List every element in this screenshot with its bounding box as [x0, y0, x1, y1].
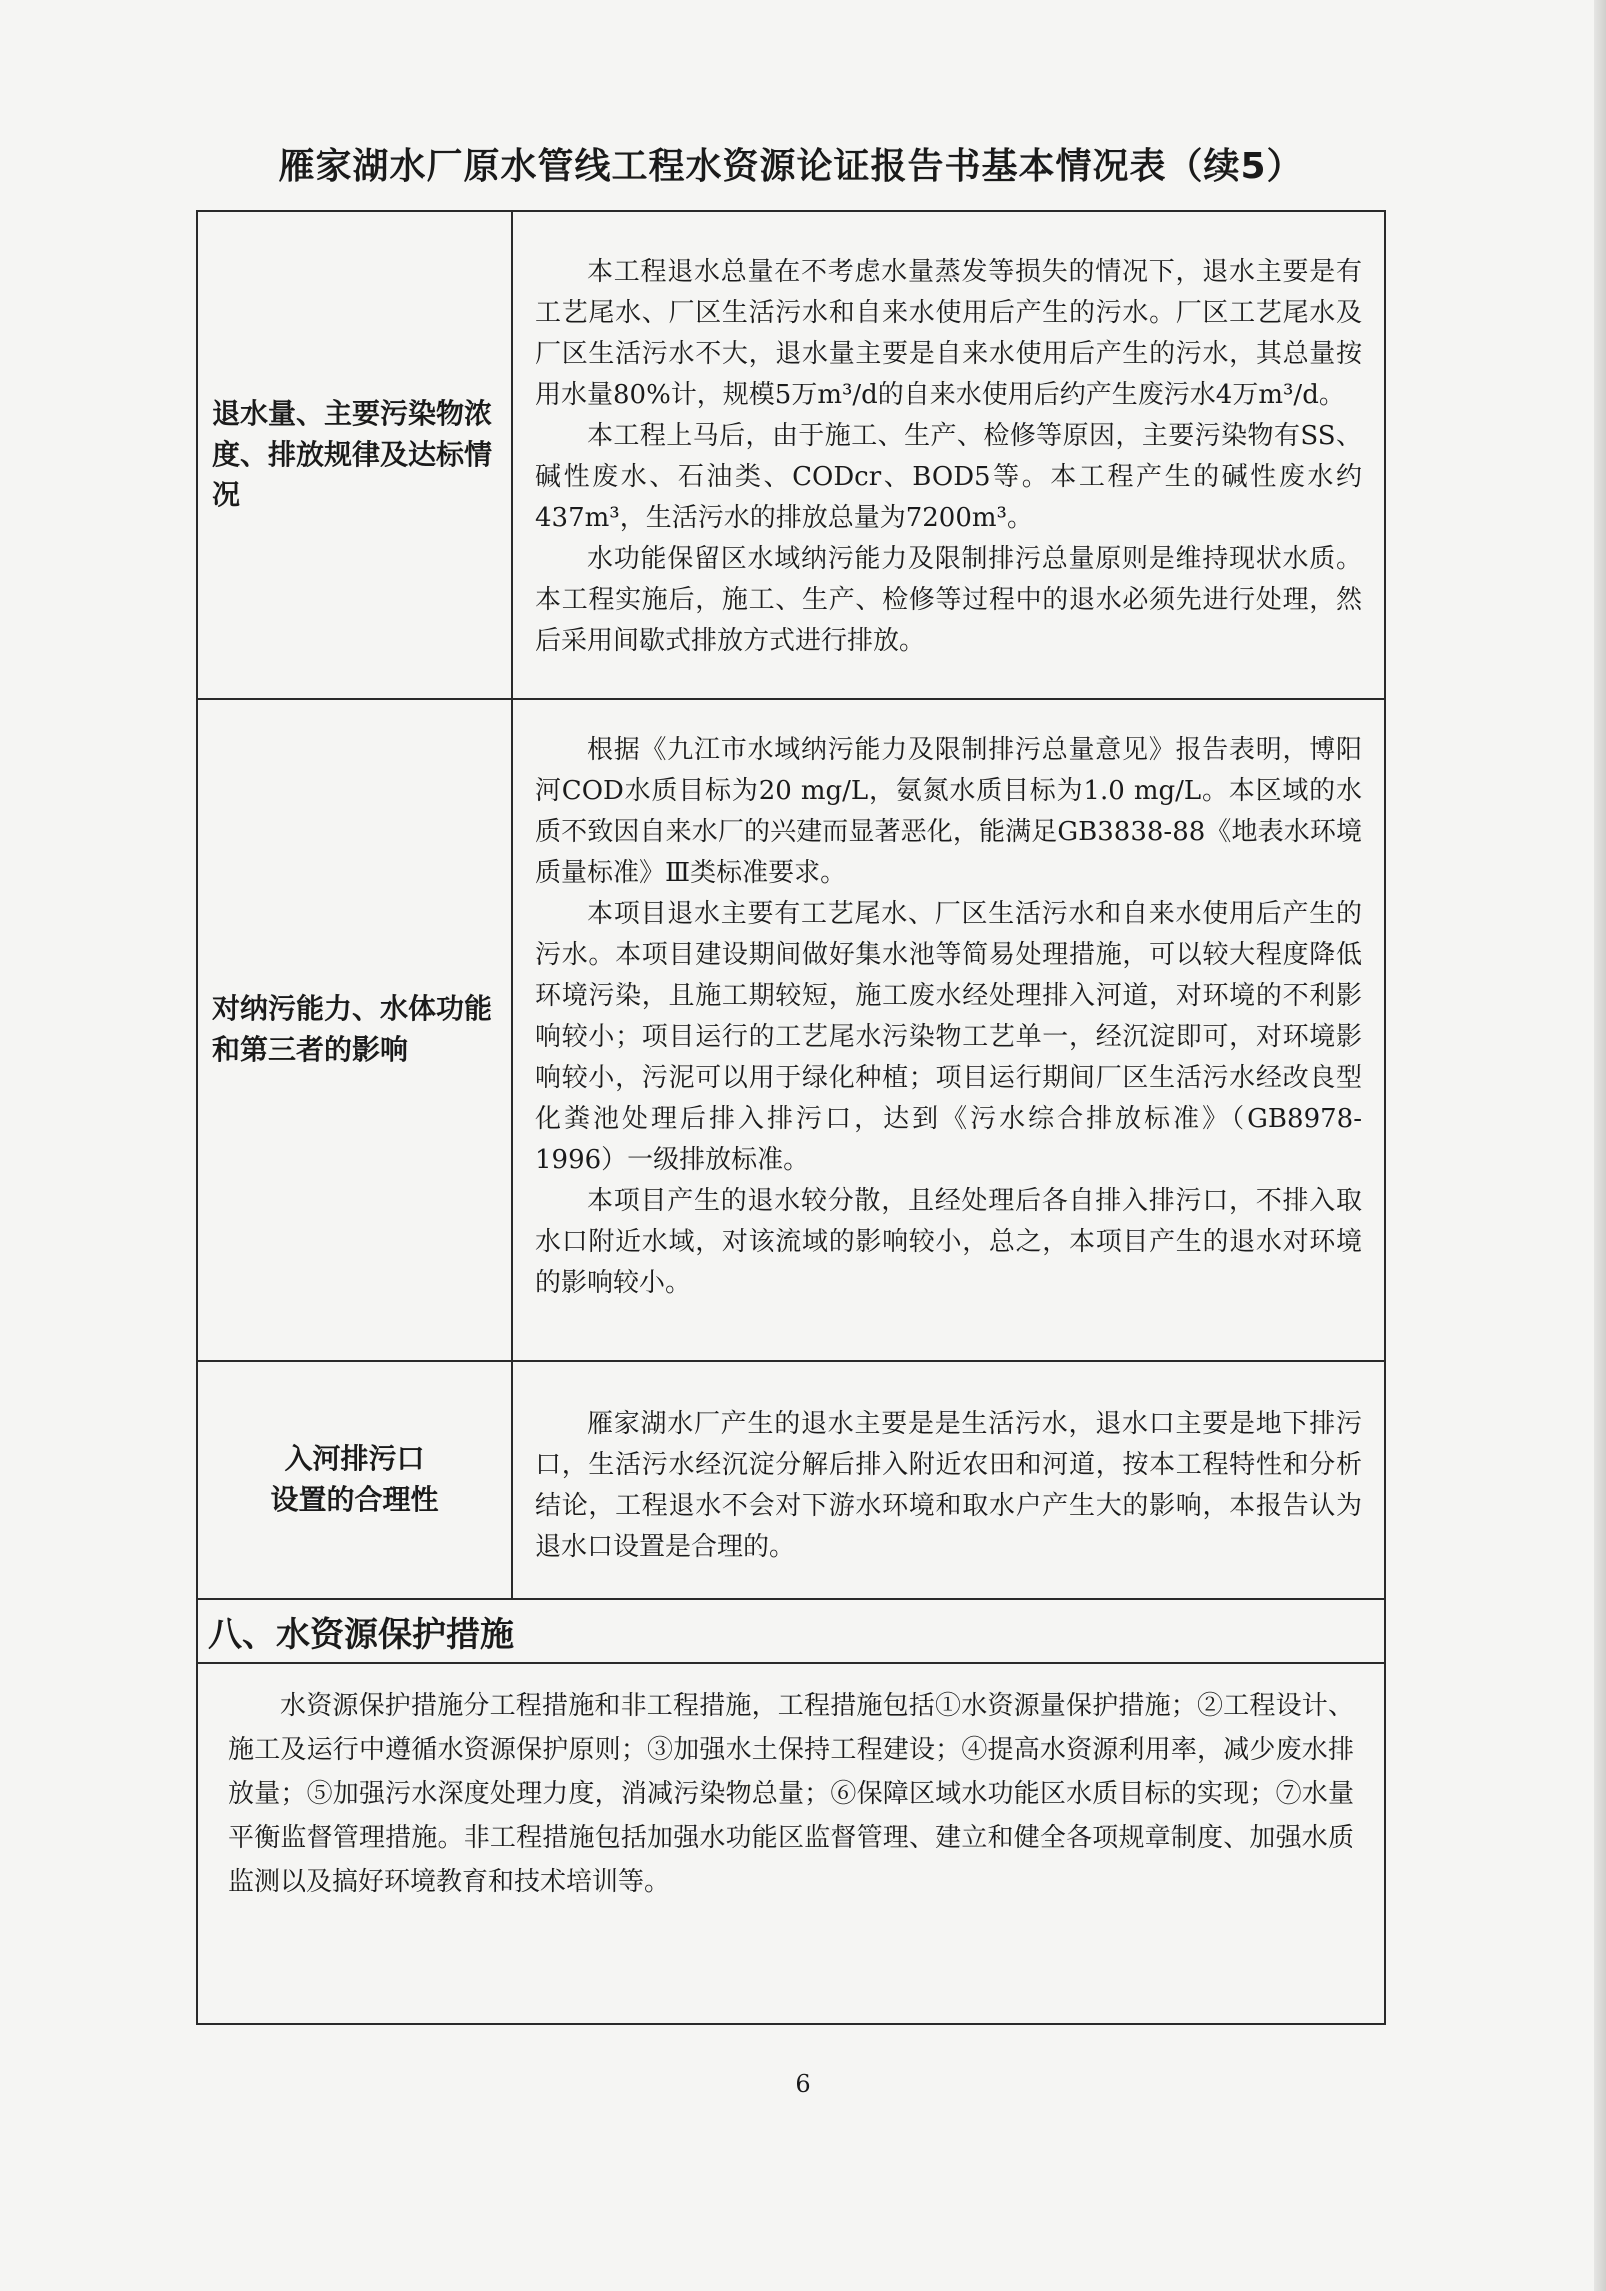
label-line: 入河排污口 [284, 1442, 425, 1476]
info-table [196, 210, 1386, 2025]
label-discharge: 退水量、主要污染物浓度、排放规律及达标情况 [198, 212, 513, 698]
page-title: 雁家湖水厂原水管线工程水资源论证报告书基本情况表（续5） [278, 146, 1304, 187]
section-body [198, 1664, 1384, 1904]
paragraph: 本工程上马后，由于施工、生产、检修等原因，主要污染物有SS、碱性废水、石油类、CODcr、BOD5等。本工程产生的碱性废水约437m³，生活污水的排放总量为7200m³。 [535, 421, 1362, 533]
paragraph: 水功能保留区水域纳污能力及限制排污总量原则是维持现状水质。本工程实施后，施工、生产、检修等过程中的退水必须先进行处理，然后采用间歇式排放方式进行排放。 [535, 544, 1362, 656]
paragraph: 本项目退水主要有工艺尾水、厂区生活污水和自来水使用后产生的污水。本项目建设期间做好集水池等简易处理措施，可以较大程度降低环境污染，且施工期较短，施工废水经处理排入河道，对环境的不利影响较小；项目运行的工艺尾水污染物工艺单一，经沉淀即可，对环境影响较小，污泥可以用于绿化种植；项目运行期间厂区生活污水经改良型化粪池处理后排入排污口，达到《污水综合排放标准》（GB8978-1996）一级排放标准。 [535, 899, 1362, 1175]
paragraph: 本项目产生的退水较分散，且经处理后各自排入排污口，不排入取水口附近水域，对该流域的影响较小，总之，本项目产生的退水对环境的影响较小。 [535, 1186, 1362, 1298]
row-discharge [198, 212, 1384, 700]
row-impact [198, 700, 1384, 1362]
paragraph: 本工程退水总量在不考虑水量蒸发等损失的情况下，退水主要是有工艺尾水、厂区生活污水和自来水使用后产生的污水。厂区工艺尾水及厂区生活污水不大，退水量主要是自来水使用后产生的污水，其总量按用水量80%计，规模5万m³/d的自来水使用后约产生废污水4万m³/d。 [535, 257, 1362, 410]
label-outfall [198, 1362, 513, 1598]
paragraph: 水资源保护措施分工程措施和非工程措施，工程措施包括①水资源量保护措施；②工程设计、施工及运行中遵循水资源保护原则；③加强水土保持工程建设；④提高水资源利用率，减少废水排放量；⑤加强污水深度处理力度，消减污染物总量；⑥保障区域水功能区水质目标的实现；⑦水量平衡监督管理措施。非工程措施包括加强水功能区监督管理、建立和健全各项规章制度、加强水质监测以及搞好环境教育和技术培训等。 [228, 1691, 1354, 1897]
row-outfall [198, 1362, 1384, 1600]
label-impact: 对纳污能力、水体功能和第三者的影响 [198, 700, 513, 1360]
content-outfall [513, 1362, 1384, 1598]
content-discharge [513, 212, 1384, 698]
paragraph: 雁家湖水厂产生的退水主要是是生活污水，退水口主要是地下排污口，生活污水经沉淀分解后排入附近农田和河道，按本工程特性和分析结论，工程退水不会对下游水环境和取水户产生大的影响，本报告认为退水口设置是合理的。 [535, 1409, 1362, 1562]
paragraph: 根据《九江市水域纳污能力及限制排污总量意见》报告表明，博阳河COD水质目标为20 mg/L，氨氮水质目标为1.0 mg/L。本区域的水质不致因自来水厂的兴建而显著恶化，能满足GB3838-88《地表水环境质量标准》Ⅲ类标准要求。 [535, 735, 1362, 888]
scan-edge [1594, 0, 1606, 2291]
page-number: 6 [795, 2070, 811, 2098]
label-line: 设置的合理性 [270, 1483, 439, 1516]
content-impact [513, 700, 1384, 1360]
section-heading: 八、水资源保护措施 [198, 1600, 1384, 1664]
